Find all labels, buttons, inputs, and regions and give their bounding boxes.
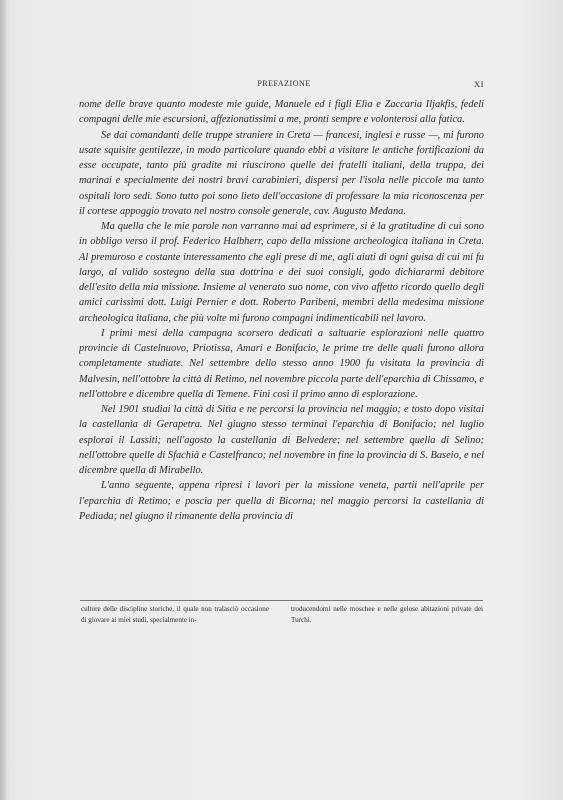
page-gutter-shadow <box>0 0 6 800</box>
paragraph: L'anno seguente, appena ripresi i lavori per la missione veneta, partii nell'aprile per l'eparchìa di Retimo; e poscia per quella di Bicorna; nel maggio percorsi la castellanìa di Pediada; nel giugno il rimanente della provincia di <box>79 480 484 522</box>
main-text <box>79 97 484 524</box>
paragraph: Se dai comandanti delle truppe straniere in Creta — francesi, inglesi e russe —, mi furono usate squisite gentilezze, in modo particolare quando ebbi a visitare le antiche fortificazioni da esse occupate, tanto più gradite mi riuscirono quelle dei fratelli italiani, della truppa, dei marinai e specialmente dei nostri bravi carabinieri, dispersi per l'isola nelle piccole ma tanto ospitali loro sedi. Sono tutto poi sono lieto dell'occasione di professare la mia riconoscenza per il cortese appoggio trovato nel nostro console generale, cav. Augusto Medana. <box>79 129 484 217</box>
footnote-left-column: cultore delle discipline storiche, il quale non tralasciò occasione di giovare ai miei studi, specialmente in- <box>81 605 269 624</box>
page-number: XI <box>474 79 484 89</box>
paragraph: Ma quella che le mie parole non varranno mai ad esprimere, si è la gratitudine di cui sono in obbligo verso il prof. Federico Halbherr, capo della missione archeologica italiana in Creta. Al premuroso e costante interessamento che egli prese di me, agli aiuti di ogni guisa di cui mi fu largo, al valido sostegno della sua dottrina e dei suoi consigli, godo dichiararmi debitore dell'esito della mia missione. Insieme al venerato suo nome, con vivo affetto ricordo quello degli amici carissimi dott. Luigi Pernier e dott. Roberto Paribeni, membri della medesima missione archeologica italiana, che più volte mi furono compagni indimenticabili nel lavoro. <box>79 221 484 324</box>
paragraph: Nel 1901 studiai la città di Sitìa e ne percorsi la provincia nel maggio; e tosto dopo visitai la castellanìa di Gerapetra. Nel giugno stesso terminai l'eparchìa di Bonifacio; nel luglio esplorai il Lassiti; nell'agosto la castellanìa di Belvedere; nel settembre quella di Selìno; nell'ottobre quelle di Sfachià e Castelfranco; nel novembre in fine la provincia di S. Baseio, e nel dicembre quella di Mirabello. <box>79 404 484 476</box>
footnote-separator <box>80 600 483 601</box>
running-header-title: PREFAZIONE <box>257 79 311 88</box>
paragraph: nome delle brave quanto modeste mie guide, Manuele ed i figli Elìa e Zaccaria Iljakfis, fedeli compagni delle mie escursioni, affezionatissimi a me, pronti sempre e volonterosi alla fatica. <box>79 99 484 126</box>
running-header <box>84 79 484 93</box>
footnote-right-column: troducendomi nelle moschee e nelle gelose abitazioni private dei Turchi. <box>291 605 483 624</box>
paragraph: I primi mesi della campagna scorsero dedicati a saltuarie esplorazioni nelle quattro provincie di Castelnuovo, Priotissa, Amari e Bonifacio, le prime tre delle quali furono allora completamente studiate. Nel settembre dello stesso anno 1900 fu visitata la provincia di Malvesin, nell'ottobre la città di Retimo, nel novembre piccola parte dell'eparchìa di Chissamo, e nell'ottobre e dicembre quella di Temene. Finì così il primo anno di esplorazione. <box>79 327 484 400</box>
